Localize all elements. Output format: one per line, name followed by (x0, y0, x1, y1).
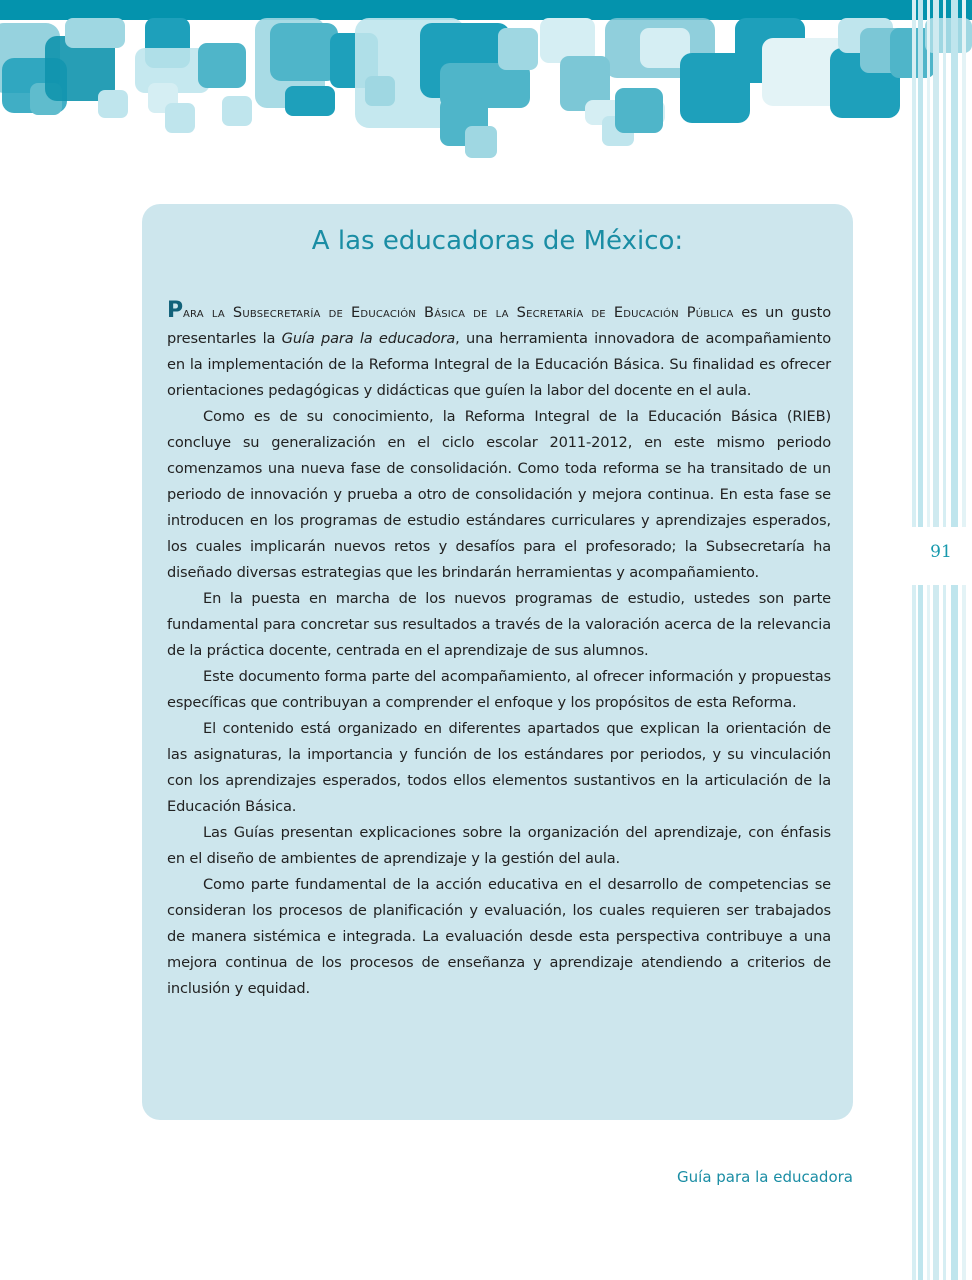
footer-title: Guía para la educadora (677, 1168, 853, 1186)
header-bar (0, 0, 972, 20)
paragraph: Como es de su conocimiento, la Reforma Integral de la Educación Básica (RIEB) concluye su generalización en el ciclo escolar 2011-2012, en este mismo periodo comenzamos una nueva fase de consolidación. Como toda reforma se ha transitado de un periodo de innovación y prueba a otro de consolidación y mejora continua. En esta fase se introducen en los programas de estudio estándares curriculares y aprendizajes esperados, los cuales implicarán nuevos retos y desafíos para el profesorado; la Subsecretaría ha diseñado diversas estrategias que les brindarán herramientas y acompañamiento. (167, 408, 831, 581)
paragraph: Este documento forma parte del acompañamiento, al ofrecer información y propuestas específicas que contribuyan a comprender el enfoque y los propósitos de esta Reforma. (167, 668, 831, 711)
paragraph: Como parte fundamental de la acción educativa en el desarrollo de competencias se consideran los procesos de planificación y evaluación, los cuales requieren ser trabajados de manera sistémica e integrada. La evaluación desde esta perspectiva contribuye a una mejora continua de los procesos de enseñanza y aprendizaje atendiendo a criterios de inclusión y equidad. (167, 876, 831, 997)
page-title: A las educadoras de México: (311, 226, 684, 256)
page-number: 91 (930, 542, 952, 562)
paragraph: El contenido está organizado en diferentes apartados que explican la orientación de las asignaturas, la importancia y función de los estándares por periodos, y su vinculación con los aprendizajes esperados, todos ellos elementos sustantivos en la articulación de la Educación Básica. (167, 720, 831, 815)
letter-body (167, 300, 831, 1002)
dropcap: P (167, 298, 183, 323)
intro-text: es un gusto presentarles la (167, 304, 832, 347)
guide-title-italic: Guía para la educadora (281, 330, 456, 347)
decorative-squares (0, 18, 972, 158)
paragraph: Las Guías presentan explicaciones sobre la organización del aprendizaje, con énfasis en el diseño de ambientes de aprendizaje y la gestión del aula. (167, 824, 831, 867)
intro-smallcaps: ara la Subsecretaría de Educación Básica de la Secretaría de Educación Pública (182, 304, 734, 321)
paragraph: En la puesta en marcha de los nuevos programas de estudio, ustedes son parte fundamental para concretar sus resultados a través de la valoración acerca de la relevancia de la práctica docente, centrada en el aprendizaje de sus alumnos. (167, 590, 831, 659)
intro-text-continued: , una herramienta innovadora de acompañamiento en la implementación de la Reforma Integral de la Educación Básica. Su finalidad es ofrecer orientaciones pedagógicas y didácticas que guíen la labor del docente en el aula. (167, 330, 831, 399)
intro-paragraph (167, 300, 831, 404)
header-decoration (0, 18, 972, 168)
